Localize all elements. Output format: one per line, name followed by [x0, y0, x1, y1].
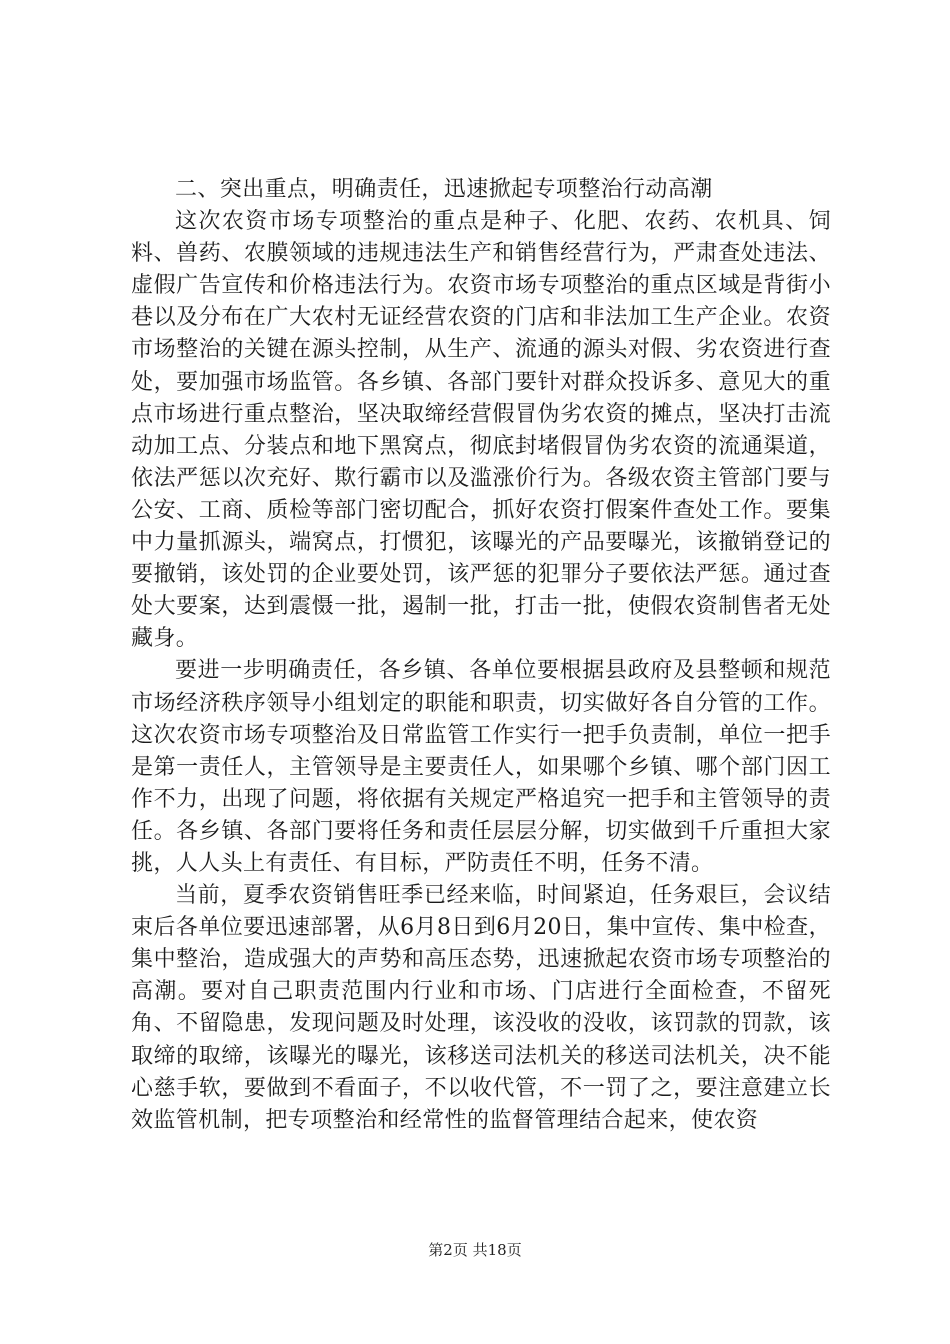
- paragraph-current-tasks: 当前，夏季农资销售旺季已经来临，时间紧迫，任务艰巨，会议结束后各单位要迅速部署，从6月8日到6月20日，集中宣传、集中检查，集中整治，造成强大的声势和高压态势，迅速掀起农资市场专项整治的高潮。要对自己职责范围内行业和市场、门店进行全面检查，不留死角、不留隐患，发现问题及时处理，该没收的没收，该罚款的罚款，该取缔的取缔，该曝光的曝光，该移送司法机关的移送司法机关，决不能心慈手软，要做到不看面子，不以收代管，不一罚了之，要注意建立长效监管机制，把专项整治和经常性的监督管理结合起来，使农资: [131, 883, 831, 1133]
- document-body: [131, 174, 831, 1137]
- paragraph-responsibility: 要进一步明确责任，各乡镇、各单位要根据县政府及县整顿和规范市场经济秩序领导小组划定的职能和职责，切实做好各自分管的工作。这次农资市场专项整治及日常监管工作实行一把手负责制，单位一把手是第一责任人，主管领导是主要责任人，如果哪个乡镇、哪个部门因工作不力，出现了问题，将依据有关规定严格追究一把手和主管领导的责任。各乡镇、各部门要将任务和责任层层分解，切实做到千斤重担大家挑，人人头上有责任、有目标，严防责任不明，任务不清。: [131, 658, 831, 876]
- paragraph-rectification-focus: 这次农资市场专项整治的重点是种子、化肥、农药、农机具、饲料、兽药、农膜领域的违规违法生产和销售经营行为，严肃查处违法、虚假广告宣传和价格违法行为。农资市场专项整治的重点区域是背街小巷以及分布在广大农村无证经营农资的门店和非法加工生产企业。农资市场整治的关键在源头控制，从生产、流通的源头对假、劣农资进行查处，要加强市场监管。各乡镇、各部门要针对群众投诉多、意见大的重点市场进行重点整治，坚决取缔经营假冒伪劣农资的摊点，坚决打击流动加工点、分装点和地下黑窝点，彻底封堵假冒伪劣农资的流通渠道，依法严惩以次充好、欺行霸市以及滥涨价行为。各级农资主管部门要与公安、工商、质检等部门密切配合，抓好农资打假案件查处工作。要集中力量抓源头，端窝点，打惯犯，该曝光的产品要曝光，该撤销登记的要撤销，该处罚的企业要处罚，该严惩的犯罪分子要依法严惩。通过查处大要案，达到震慑一批，遏制一批，打击一批，使假农资制售者无处藏身。: [131, 209, 831, 652]
- page-number-footer: 第2页 共18页: [428, 1241, 522, 1259]
- section-heading: 二、突出重点，明确责任，迅速掀起专项整治行动高潮: [175, 177, 713, 202]
